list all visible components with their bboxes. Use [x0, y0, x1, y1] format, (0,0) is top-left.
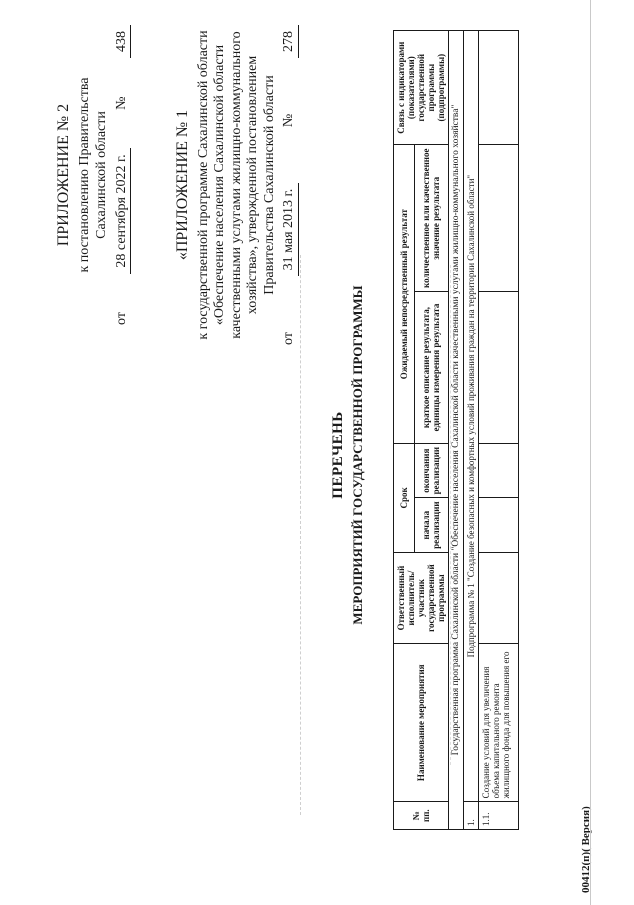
header-term-end: окончания реализации — [414, 443, 448, 497]
number-sign: № — [114, 96, 129, 110]
appendix-original-text: к государственной программе Сахалинской области «Обеспечение населения Сахалинской области качественными услугами жилищно-коммунального хозяйства», утвержденной постановлением Правительства Сахалинской области — [195, 30, 277, 340]
appendix-original-title: «ПРИЛОЖЕНИЕ № 1 — [174, 109, 191, 261]
appendix-current-line1: к постановлению Правительства — [77, 77, 92, 273]
table-header-row — [394, 31, 415, 830]
header-name: Наименование мероприятия — [394, 644, 449, 802]
program-title: Государственная программа Сахалинской области "Обеспечение населения Сахалинской области качественными услугами жилищно-коммунального хозяйства" — [449, 31, 464, 830]
footer-version: 00412(п)( Версия) — [580, 806, 592, 893]
appendix-current — [55, 25, 131, 325]
header-result-value: количественное или качественное значение результата — [414, 145, 448, 292]
appendix-current-line2: Сахалинской области — [94, 111, 109, 239]
row-term-end — [479, 443, 519, 497]
number-sign: № — [281, 113, 296, 128]
header-term: Срок — [394, 443, 415, 552]
subprogram-num: 1. — [464, 802, 479, 830]
subprogram-row — [464, 31, 479, 830]
header-num: № пп. — [394, 802, 449, 830]
appendix-current-date: 28 сентября 2022 г. — [113, 148, 131, 273]
row-executor — [479, 552, 519, 643]
subprogram-title: Подпрограмма № 1 "Создание безопасных и комфортных условий проживания граждан на территории Сахалинской области" — [464, 31, 479, 802]
document-title: ПЕРЕЧЕНЬ — [330, 411, 346, 499]
header-term-start: начала реализации — [414, 498, 448, 553]
row-name: Создание условий для увеличения объема капитального ремонта жилищного фонда для повышения его — [479, 644, 519, 802]
appendix-original-date: 31 мая 2013 г. — [281, 183, 299, 277]
date-prefix: от — [281, 332, 296, 345]
row-num: 1.1. — [479, 802, 519, 830]
scan-artifact-line — [300, 255, 302, 815]
program-row — [449, 31, 464, 830]
measures-table — [393, 30, 519, 830]
appendix-current-title: ПРИЛОЖЕНИЕ № 2 — [55, 103, 72, 247]
appendix-original-number: 278 — [281, 25, 299, 58]
header-result-desc: краткое описание результата, единицы измерения результата — [414, 292, 448, 444]
row-result-desc — [479, 292, 519, 444]
appendix-original-date-row — [281, 25, 299, 345]
row-result-value — [479, 145, 519, 292]
date-prefix: от — [114, 312, 129, 325]
bottom-rule — [590, 0, 591, 905]
appendix-current-number: 438 — [113, 25, 131, 58]
header-link: Связь с индикаторами (показателями) государственной программы (подпрограммы) — [394, 31, 449, 145]
document-heading — [330, 205, 366, 705]
document-subtitle: МЕРОПРИЯТИЙ ГОСУДАРСТВЕННОЙ ПРОГРАММЫ — [350, 285, 365, 625]
row-link — [479, 31, 519, 145]
appendix-original — [175, 25, 299, 345]
header-executor: Ответственный исполнитель/участник государственной программы — [394, 552, 449, 643]
header-result: Ожидаемый непосредственный результат — [394, 145, 415, 444]
appendix-current-date-row — [113, 25, 131, 325]
row-term-start — [479, 498, 519, 553]
table-row — [479, 31, 519, 830]
